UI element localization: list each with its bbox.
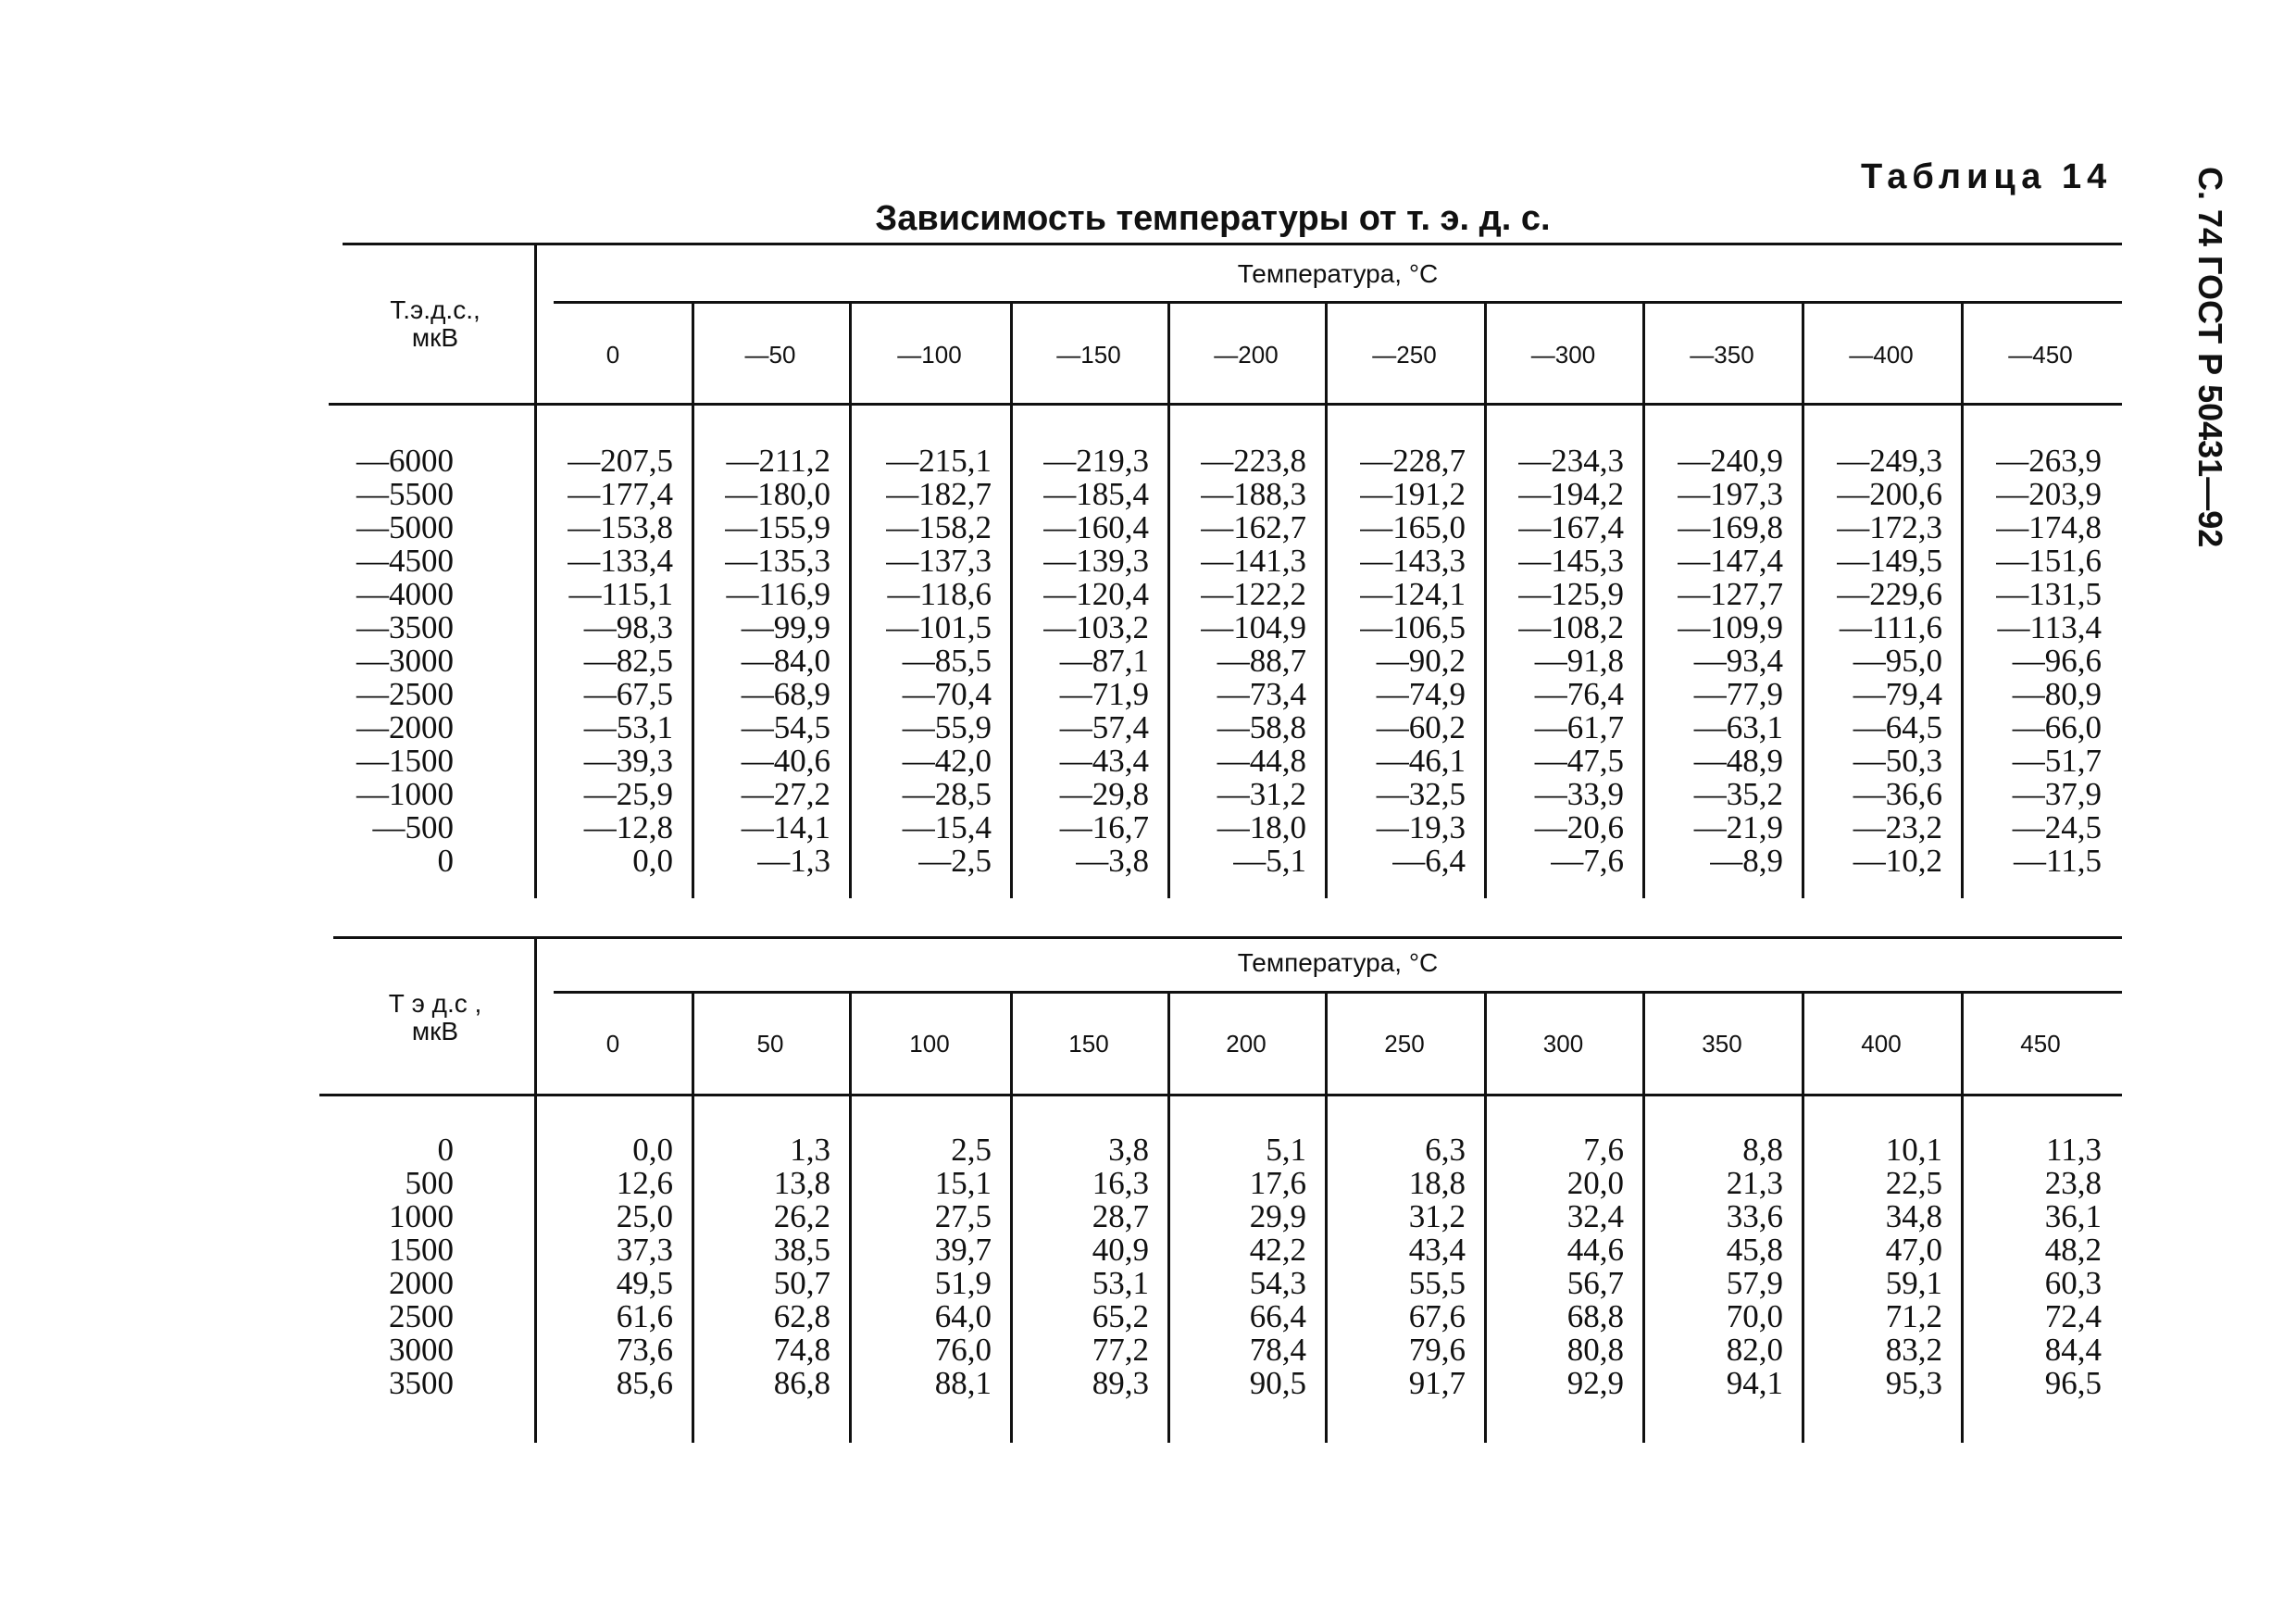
temperature-value: 48,2 [2044,1232,2102,1268]
column-header: 200 [1226,1030,1267,1058]
table-top-rule [343,243,2122,245]
temperature-value: —1,3 [757,843,830,879]
temperature-value: 39,7 [934,1232,992,1268]
column-header: 350 [1702,1030,1742,1058]
temperature-value: —240,9 [1678,443,1783,479]
temperature-value: —104,9 [1201,609,1306,645]
temperature-value: 64,0 [934,1298,992,1334]
temperature-value: 68,8 [1566,1298,1624,1334]
temperature-value: 78,4 [1249,1332,1306,1368]
temperature-value: 32,4 [1566,1198,1624,1234]
temperature-value: —70,4 [902,676,992,712]
table-number-label: Таблица 14 [1861,157,2113,196]
temperature-value: —80,9 [2012,676,2102,712]
temperature-value: —191,2 [1360,476,1466,512]
temperature-value: 84,4 [2044,1332,2102,1368]
temperature-value: 72,4 [2044,1298,2102,1334]
header-divider-rule [554,991,2122,994]
temperature-value: —228,7 [1360,443,1466,479]
emf-value: —2500 [356,676,454,712]
temperature-value: 67,6 [1408,1298,1466,1334]
temperature-value: 94,1 [1726,1365,1783,1401]
temperature-value: —55,9 [902,709,992,745]
temperature-value: —20,6 [1534,809,1624,845]
temperature-value: 6,3 [1425,1132,1466,1168]
emf-value: 2000 [389,1265,454,1301]
temperature-value: —109,9 [1678,609,1783,645]
column-header: —50 [744,341,796,369]
temperature-value: 44,6 [1566,1232,1624,1268]
temperature-value: 73,6 [616,1332,673,1368]
temperature-value: 7,6 [1583,1132,1624,1168]
temperature-value: —229,6 [1837,576,1942,612]
temperature-value: 49,5 [616,1265,673,1301]
temperature-value: 86,8 [773,1365,830,1401]
column-header: —200 [1214,341,1279,369]
temperature-value: 70,0 [1726,1298,1783,1334]
temperature-value: 31,2 [1408,1198,1466,1234]
temperature-value: —200,6 [1837,476,1942,512]
temperature-value: 59,1 [1885,1265,1942,1301]
temperature-value: 62,8 [773,1298,830,1334]
temperature-value: —54,5 [741,709,830,745]
temperature-value: —61,7 [1534,709,1624,745]
temperature-value: 51,9 [934,1265,992,1301]
temperature-value: 36,1 [2044,1198,2102,1234]
temperature-value: —37,9 [2012,776,2102,812]
temperature-value: —68,9 [741,676,830,712]
temperature-value: 16,3 [1092,1165,1149,1201]
temperature-value: 5,1 [1266,1132,1306,1168]
temperature-value: 38,5 [773,1232,830,1268]
temperature-value: —91,8 [1534,643,1624,679]
temperature-value: —122,2 [1201,576,1306,612]
emf-value: —2000 [356,709,454,745]
temperature-value: —203,9 [1996,476,2102,512]
temperature-value: 60,3 [2044,1265,2102,1301]
temperature-value: —167,4 [1518,509,1624,545]
temperature-value: 61,6 [616,1298,673,1334]
temperature-value: —188,3 [1201,476,1306,512]
temperature-value: —162,7 [1201,509,1306,545]
column-header: —350 [1690,341,1754,369]
temperature-value: —185,4 [1043,476,1149,512]
temperature-value: —36,6 [1853,776,1942,812]
temperature-value: —50,3 [1853,743,1942,779]
temperature-value: —131,5 [1996,576,2102,612]
temperature-value: —95,0 [1853,643,1942,679]
temperature-value: —19,3 [1376,809,1466,845]
temperature-value: —103,2 [1043,609,1149,645]
emf-value: —500 [372,809,454,845]
temperature-value: 55,5 [1408,1265,1466,1301]
temperature-value: —11,5 [2014,843,2102,879]
emf-unit: мкВ [411,323,459,352]
column-header: 0 [605,1030,620,1058]
column-header: —150 [1056,341,1121,369]
temperature-value: 27,5 [934,1198,992,1234]
temperature-value: —106,5 [1360,609,1466,645]
temperature-value: —197,3 [1678,476,1783,512]
temperature-value: —23,2 [1853,809,1942,845]
emf-value: 2500 [389,1298,454,1334]
emf-value: —5000 [356,509,454,545]
temperature-value: —115,1 [568,576,673,612]
temperature-value: —125,9 [1518,576,1624,612]
temperature-value: 21,3 [1726,1165,1783,1201]
temperature-value: —90,2 [1376,643,1466,679]
temperature-value: 17,6 [1249,1165,1306,1201]
temperature-value: —76,4 [1534,676,1624,712]
emf-value: 1000 [389,1198,454,1234]
temperature-value: —149,5 [1837,543,1942,579]
temperature-value: —43,4 [1059,743,1149,779]
column-header: 150 [1068,1030,1109,1058]
temperature-value: —101,5 [886,609,992,645]
temperature-value: —223,8 [1201,443,1306,479]
temperature-value: —215,1 [886,443,992,479]
temperature-value: —15,4 [902,809,992,845]
temperature-value: 29,9 [1249,1198,1306,1234]
temperature-value: —27,2 [741,776,830,812]
table-title: Зависимость температуры от т. э. д. с. [875,199,1551,238]
emf-label: Т.э.д.с., [390,295,480,324]
column-header: —250 [1372,341,1437,369]
temperature-value: 89,3 [1092,1365,1149,1401]
temperature-value: 91,7 [1408,1365,1466,1401]
temperature-value: —21,9 [1693,809,1783,845]
temperature-value: —35,2 [1693,776,1783,812]
temperature-value: 54,3 [1249,1265,1306,1301]
temperature-value: —151,6 [1996,543,2102,579]
temperature-value: 56,7 [1566,1265,1624,1301]
temperature-value: 53,1 [1092,1265,1149,1301]
temperature-value: —32,5 [1376,776,1466,812]
temperature-value: 71,2 [1885,1298,1942,1334]
temperature-value: 1,3 [790,1132,830,1168]
temperature-value: —2,5 [918,843,992,879]
temperature-value: —124,1 [1360,576,1466,612]
temperature-value: —155,9 [725,509,830,545]
temperature-value: 0,0 [632,1132,673,1168]
temperature-value: —18,0 [1217,809,1306,845]
temperature-value: 88,1 [934,1365,992,1401]
temperature-value: —113,4 [1997,609,2102,645]
column-header: —400 [1849,341,1914,369]
temperature-value: 8,8 [1742,1132,1783,1168]
emf-value: —1500 [356,743,454,779]
emf-value: 3500 [389,1365,454,1401]
emf-value: —3000 [356,643,454,679]
temperature-value: —96,6 [2012,643,2102,679]
temperature-value: 96,5 [2044,1365,2102,1401]
temperature-value: —93,4 [1693,643,1783,679]
temperature-value: 42,2 [1249,1232,1306,1268]
temperature-value: —116,9 [726,576,830,612]
temperature-value: 77,2 [1092,1332,1149,1368]
temperature-value: —60,2 [1376,709,1466,745]
temperature-value: 2,5 [951,1132,992,1168]
temperature-value: —6,4 [1392,843,1466,879]
temperature-value: —180,0 [725,476,830,512]
temperature-value: 57,9 [1726,1265,1783,1301]
temperature-value: 95,3 [1885,1365,1942,1401]
column-header: —100 [897,341,962,369]
temperature-value: 20,0 [1566,1165,1624,1201]
page-running-header: С. 74 ГОСТ Р 50431—92 [2191,167,2229,548]
temperature-value: 28,7 [1092,1198,1149,1234]
temperature-value: 26,2 [773,1198,830,1234]
temperature-value: —127,7 [1678,576,1783,612]
emf-value: 1500 [389,1232,454,1268]
emf-value: 0 [437,843,454,879]
emf-value: —4500 [356,543,454,579]
temperature-value: —10,2 [1853,843,1942,879]
temperature-value: 80,8 [1566,1332,1624,1368]
temperature-value: —12,8 [583,809,673,845]
column-header: 50 [756,1030,784,1058]
emf-value: —5500 [356,476,454,512]
column-divider [849,991,852,1443]
temperature-value: —29,8 [1059,776,1149,812]
temperature-value: —73,4 [1217,676,1306,712]
temperature-value: —40,6 [741,743,830,779]
corner-header [343,296,528,352]
temperature-value: —177,4 [568,476,673,512]
temperature-value: —33,9 [1534,776,1624,812]
temperature-value: 47,0 [1885,1232,1942,1268]
temperature-value: 34,8 [1885,1198,1942,1234]
emf-label: Т э д.с , [388,989,482,1018]
temperature-value: 10,1 [1885,1132,1942,1168]
emf-value: 500 [405,1165,454,1201]
column-divider [849,301,852,898]
temperature-value: —98,3 [583,609,673,645]
column-header: —450 [2008,341,2073,369]
column-header: 400 [1861,1030,1902,1058]
header-bottom-rule [319,1094,2122,1096]
temperature-value: —234,3 [1518,443,1624,479]
temperature-value: —143,3 [1360,543,1466,579]
temperature-value: —53,1 [583,709,673,745]
temperature-value: —46,1 [1376,743,1466,779]
temperature-value: —66,0 [2012,709,2102,745]
temperature-value: —28,5 [902,776,992,812]
temperature-value: —211,2 [726,443,830,479]
emf-value: —4000 [356,576,454,612]
temperature-value: —174,8 [1996,509,2102,545]
temperature-value: 65,2 [1092,1298,1149,1334]
emf-value: —6000 [356,443,454,479]
temperature-value: —133,4 [568,543,673,579]
temperature-value: 82,0 [1726,1332,1783,1368]
temperature-value: 12,6 [616,1165,673,1201]
temperature-value: 79,6 [1408,1332,1466,1368]
temperature-value: —51,7 [2012,743,2102,779]
column-header: 450 [2020,1030,2061,1058]
temperature-value: —47,5 [1534,743,1624,779]
temperature-value: —7,6 [1551,843,1624,879]
temperature-value: 43,4 [1408,1232,1466,1268]
temperature-value: 0,0 [632,843,673,879]
emf-value: 3000 [389,1332,454,1368]
temperature-value: —249,3 [1837,443,1942,479]
temperature-value: —82,5 [583,643,673,679]
temperature-value: —145,3 [1518,543,1624,579]
temperature-value: —14,1 [741,809,830,845]
temperature-value: —153,8 [568,509,673,545]
column-header: 300 [1542,1030,1584,1058]
temperature-value: —120,4 [1043,576,1149,612]
temperature-value: —139,3 [1043,543,1149,579]
temperature-value: 76,0 [934,1332,992,1368]
temperature-value: —31,2 [1217,776,1306,812]
temperature-value: —58,8 [1217,709,1306,745]
temperature-value: —25,9 [583,776,673,812]
temperature-value: —16,7 [1059,809,1149,845]
temperature-value: 25,0 [616,1198,673,1234]
temperature-value: —42,0 [902,743,992,779]
temperature-value: —207,5 [568,443,673,479]
temperature-value: —87,1 [1059,643,1149,679]
temperature-value: —79,4 [1853,676,1942,712]
temperature-value: —67,5 [583,676,673,712]
column-header: 250 [1384,1030,1425,1058]
temperature-value: —48,9 [1693,743,1783,779]
temperature-value: —108,2 [1518,609,1624,645]
temperature-value: 37,3 [616,1232,673,1268]
temperature-value: —194,2 [1518,476,1624,512]
column-header: 100 [909,1030,950,1058]
temperature-value: —137,3 [886,543,992,579]
temperature-value: —135,3 [725,543,830,579]
temperature-value: 13,8 [773,1165,830,1201]
header-bottom-rule [329,403,2122,406]
temperature-value: —99,9 [741,609,830,645]
temperature-value: —71,9 [1059,676,1149,712]
temperature-value: 15,1 [934,1165,992,1201]
temperature-value: —160,4 [1043,509,1149,545]
temperature-value: —172,3 [1837,509,1942,545]
temperature-value: 90,5 [1249,1365,1306,1401]
temperature-group-header: Температура, °С [1237,948,1439,977]
temperature-value: —111,6 [1839,609,1942,645]
temperature-value: —219,3 [1043,443,1149,479]
corner-header [343,990,528,1045]
temperature-value: —64,5 [1853,709,1942,745]
temperature-value: —74,9 [1376,676,1466,712]
temperature-value: —147,4 [1678,543,1783,579]
temperature-value: —57,4 [1059,709,1149,745]
temperature-value: —63,1 [1693,709,1783,745]
temperature-value: —84,0 [741,643,830,679]
temperature-value: 22,5 [1885,1165,1942,1201]
temperature-value: —44,8 [1217,743,1306,779]
temperature-value: —141,3 [1201,543,1306,579]
temperature-value: —5,1 [1233,843,1306,879]
temperature-value: 92,9 [1566,1365,1624,1401]
temperature-value: —158,2 [886,509,992,545]
temperature-value: 23,8 [2044,1165,2102,1201]
emf-value: —1000 [356,776,454,812]
temperature-value: —263,9 [1996,443,2102,479]
emf-unit: мкВ [411,1017,459,1045]
temperature-value: —165,0 [1360,509,1466,545]
temperature-value: —182,7 [886,476,992,512]
temperature-value: —169,8 [1678,509,1783,545]
temperature-value: —88,7 [1217,643,1306,679]
temperature-value: 83,2 [1885,1332,1942,1368]
emf-value: —3500 [356,609,454,645]
temperature-value: —39,3 [583,743,673,779]
temperature-group-header: Температура, °С [1237,259,1439,288]
temperature-value: 3,8 [1108,1132,1149,1168]
temperature-value: 33,6 [1726,1198,1783,1234]
table-top-rule [333,936,2122,939]
column-header: 0 [605,341,620,369]
header-divider-rule [554,301,2122,304]
temperature-value: —3,8 [1076,843,1149,879]
temperature-value: 85,6 [616,1365,673,1401]
column-header: —300 [1530,341,1596,369]
temperature-value: 45,8 [1726,1232,1783,1268]
temperature-value: 50,7 [773,1265,830,1301]
temperature-value: 74,8 [773,1332,830,1368]
temperature-value: —85,5 [902,643,992,679]
temperature-value: —77,9 [1693,676,1783,712]
temperature-value: 40,9 [1092,1232,1149,1268]
temperature-value: —8,9 [1710,843,1783,879]
temperature-value: —24,5 [2012,809,2102,845]
temperature-value: —118,6 [887,576,992,612]
emf-value: 0 [437,1132,454,1168]
temperature-value: 11,3 [2046,1132,2102,1168]
temperature-value: 66,4 [1249,1298,1306,1334]
temperature-value: 18,8 [1408,1165,1466,1201]
